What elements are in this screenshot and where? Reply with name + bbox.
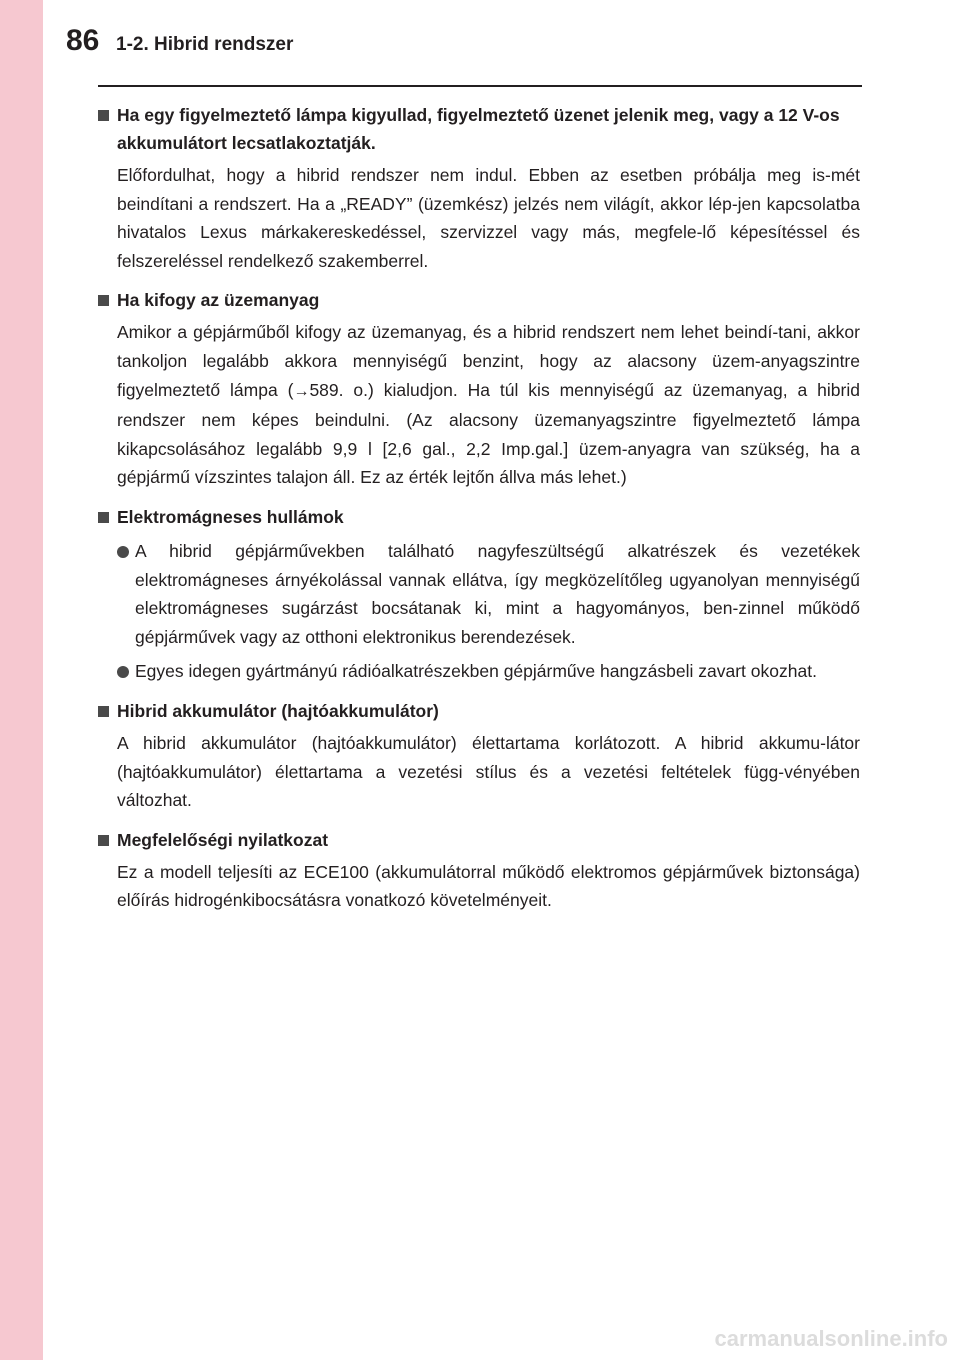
section-paragraph: Ez a modell teljesíti az ECE100 (akkumulátorral működő elektromos gépjárművek biztonsága) előírás hidrogénkibocsátásra vonatkozó követelményeit. <box>117 861 860 911</box>
section-electromagnetic-waves <box>98 503 860 686</box>
arrow-right-icon: → <box>293 382 310 400</box>
section-heading: Megfelelőségi nyilatkozat <box>117 829 329 850</box>
section-heading: Ha kifogy az üzemanyag <box>117 290 320 311</box>
section-paragraph <box>117 318 860 492</box>
section-out-of-fuel <box>98 286 860 492</box>
section-paragraph: Előfordulhat, hogy a hibrid rendszer nem indul. Ebben az esetben próbálja meg is-mét beindítani a rendszert. Ha a „READY” (üzemkész) jelzés nem világít, akkor lép-jen kapcsolatba hivatalos Lexus márkakereskedéssel, szervizzel vagy más, megfele-lő képesítéssel és felszereléssel rendelkező szakemberrel. <box>117 165 860 271</box>
header-divider <box>98 85 862 87</box>
list-item <box>117 657 860 686</box>
square-bullet-icon <box>98 295 109 306</box>
section-conformity-declaration <box>98 826 860 915</box>
chapter-title: 1-2. Hibrid rendszer <box>116 34 294 55</box>
square-bullet-icon <box>98 512 109 523</box>
section-heading: Elektromágneses hullámok <box>117 506 344 527</box>
section-heading: Ha egy figyelmeztető lámpa kigyullad, figyelmeztető üzenet jelenik meg, vagy a 12 V-os akkumulátort lecsatlakoztatják. <box>117 105 840 153</box>
section-hybrid-battery <box>98 697 860 815</box>
square-bullet-icon <box>98 706 109 717</box>
list-item-text: Egyes idegen gyártmányú rádióalkatrészekben gépjárműve hangzásbeli zavart okozhat. <box>135 661 817 682</box>
round-bullet-icon <box>117 546 129 558</box>
section-warning-light <box>98 101 860 275</box>
section-heading: Hibrid akkumulátor (hajtóakkumulátor) <box>117 700 439 721</box>
square-bullet-icon <box>98 110 109 121</box>
paragraph-text: Amikor a gépjárműből kifogy az üzemanyag, és a hibrid rendszert nem lehet beindí-tani, akkor tankoljon legalább akkora mennyiségű benzint, hogy az alacsony üzem-anyagszintre figyelmeztető lámpa ( <box>117 322 860 400</box>
list-item-text: A hibrid gépjárművekben található nagyfeszültségű alkatrészek és vezetékek elektromágneses árnyékolással vannak ellátva, így megközelítőleg ugyanolyan mennyiségű elektromágneses sugárzást bocsátanak ki, mint a hagyományos, ben-zinnel működő gépjárművek vagy az otthoni elektronikus berendezések. <box>135 540 860 647</box>
paragraph-text: ) kialudjon. Ha túl kis mennyiségű az üzemanyag, a hibrid rendszer nem képes beindulni. (Az alacsony üzemanyagszintre figyelmeztető lámpa kikapcsolásához legalább 9,9 l [2,6 gal., 2,2 Imp.gal.] üzem-anyagra van szükség, ha a gépjármű vízszintes talajon áll. Ez az érték lejtőn állva más lehet.) <box>117 379 860 488</box>
page-number: 86 <box>66 24 100 57</box>
square-bullet-icon <box>98 835 109 846</box>
round-bullet-icon <box>117 666 129 678</box>
site-watermark: carmanualsonline.info <box>714 1326 948 1351</box>
page-content <box>98 101 860 926</box>
list-item <box>117 537 860 651</box>
side-color-band <box>0 0 43 1360</box>
section-paragraph: A hibrid akkumulátor (hajtóakkumulátor) élettartama korlátozott. A hibrid akkumu-látor (hajtóakkumulátor) élettartama a vezetési stílus és a vezetési feltételek függ-vényében változhat. <box>117 732 860 811</box>
page-reference-link[interactable]: 589. o. <box>309 379 369 400</box>
